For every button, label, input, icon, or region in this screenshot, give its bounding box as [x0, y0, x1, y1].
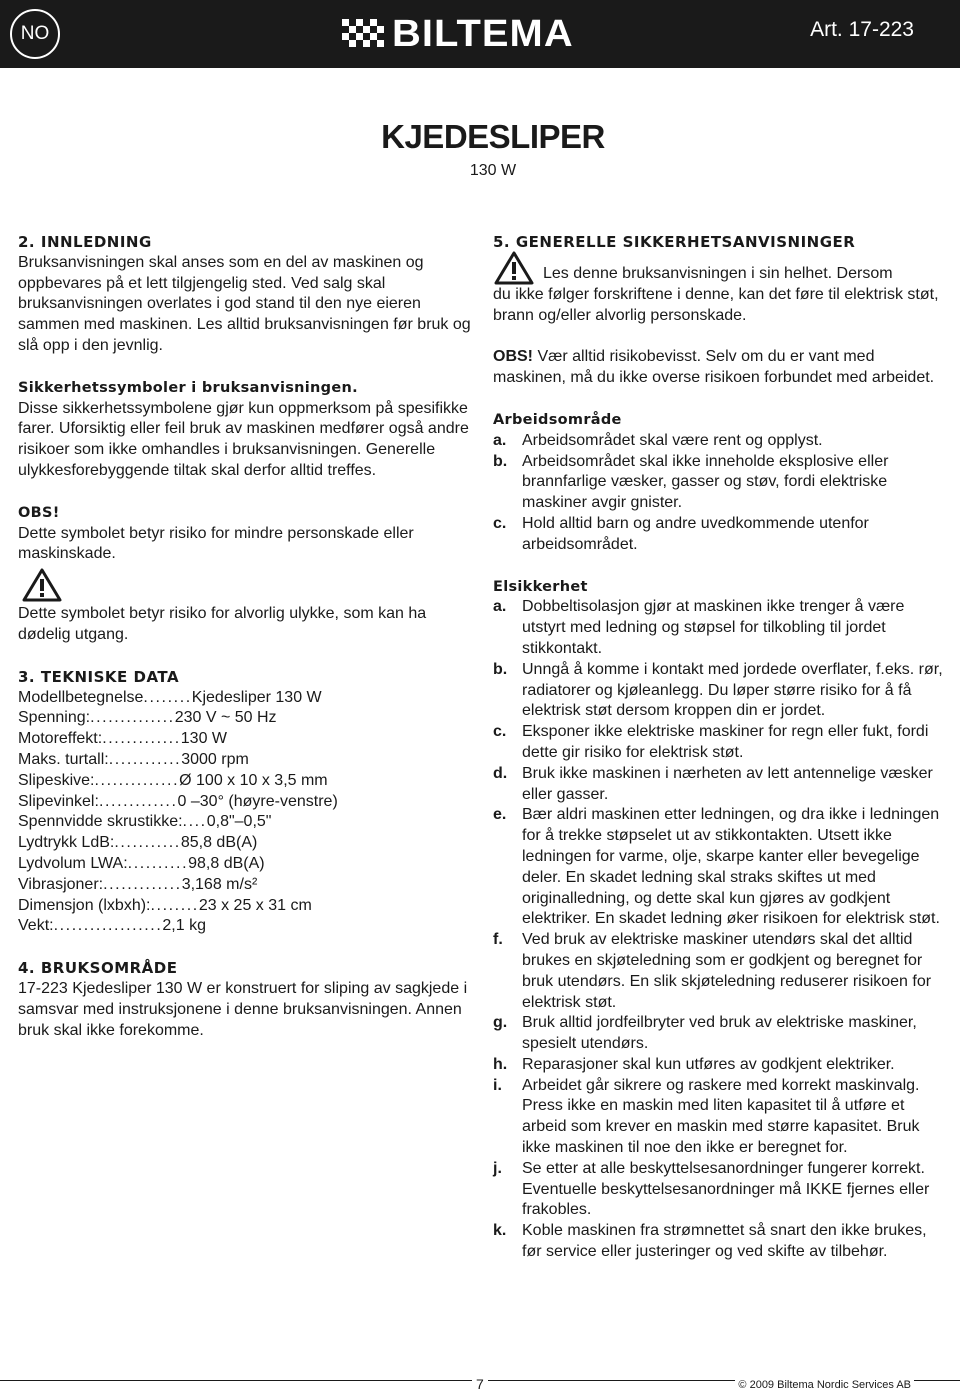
logo-text: BILTEMA	[392, 12, 574, 55]
el-heading: Elsikkerhet	[493, 578, 588, 595]
intro-text: Bruksanvisningen skal anses som en del av maskinen og oppbevares på et lett tilgjengelig sted. Ved salg skal bruksanvisningen overlates i god stand til den nye eieren sammen med maskinen. Les alltid bruksanvisningen før bruk og slå opp i den jevnlig.	[18, 253, 471, 354]
list-item	[493, 1159, 943, 1221]
list-marker: c.	[493, 514, 507, 532]
spec-value: 130 W	[180, 730, 228, 748]
spec-dots: ..........	[127, 854, 189, 872]
spec-dots: ...........	[114, 834, 181, 852]
spec-value: 85,8 dB(A)	[180, 834, 258, 852]
spec-row	[18, 812, 473, 833]
list-text: Bruk alltid jordfeilbryter ved bruk av elektriske maskiner, spesielt utendørs.	[522, 1014, 917, 1053]
spec-value: 3000 rpm	[181, 750, 249, 768]
spec-row	[18, 875, 473, 896]
spec-row	[18, 750, 473, 771]
list-marker: b.	[493, 452, 508, 470]
list-marker: f.	[493, 931, 503, 949]
spec-value: 3,168 m/s²	[181, 875, 258, 893]
warning-triangle-icon	[22, 568, 62, 602]
page-title: KJEDESLIPER	[381, 118, 605, 155]
symbols-heading: Sikkerhetssymboler i bruksanvisningen.	[18, 379, 358, 396]
list-text: Reparasjoner skal kun utføres av godkjent elektriker.	[522, 1055, 895, 1073]
spec-dots: ........	[150, 896, 199, 914]
list-item	[493, 452, 943, 514]
list-text: Arbeidsområdet skal ikke inneholde eksplosive eller brannfarlige væsker, gasser og støv, fordi elektriske maskiner avgir gnister.	[522, 452, 889, 512]
spec-row	[18, 688, 473, 709]
checkered-flag-icon	[342, 19, 386, 49]
list-item	[493, 1221, 943, 1263]
list-item	[493, 764, 943, 806]
list-marker: i.	[493, 1076, 502, 1094]
spec-dots: ........	[143, 688, 192, 706]
spec-key: Lydtrykk LdB:	[18, 834, 115, 852]
list-marker: h.	[493, 1055, 508, 1073]
list-marker: c.	[493, 723, 507, 741]
list-text: Koble maskinen fra strømnettet så snart den ikke brukes, før service eller justeringer og ved skifte av tilbehør.	[522, 1222, 927, 1261]
spec-key: Maks. turtall:	[18, 750, 109, 768]
list-item	[493, 660, 943, 722]
list-text: Ved bruk av elektriske maskiner utendørs skal det alltid brukes en skjøteledning som er godkjent og beregnet for bruk utendørs. En slik skjøteledning reduserer risikoen for elektrisk støt.	[522, 931, 932, 1011]
spec-value: 2,1 kg	[162, 917, 206, 935]
spec-row	[18, 896, 473, 917]
el-list	[493, 597, 943, 1263]
list-item	[493, 722, 943, 764]
spec-value: 0 –30° (høyre-venstre)	[177, 792, 338, 810]
spec-dots: ..............	[94, 771, 180, 789]
copyright: © 2009 Biltema Nordic Services AB	[735, 1379, 914, 1391]
page-number: 7	[472, 1376, 488, 1392]
list-marker: e.	[493, 806, 507, 824]
left-column	[18, 232, 473, 1041]
list-item	[493, 805, 943, 930]
spec-value: 230 V ~ 50 Hz	[174, 709, 277, 727]
list-item	[493, 1076, 943, 1159]
spec-row	[18, 729, 473, 750]
header-bar	[0, 0, 960, 68]
list-text: Eksponer ikke elektriske maskiner for regn eller fukt, fordi dette gir risiko for elektrisk støt.	[522, 723, 929, 761]
spec-list	[18, 688, 473, 938]
spec-key: Dimensjon (lxbxh):	[18, 896, 151, 914]
spec-key: Spennvidde skrustikke:	[18, 813, 183, 831]
obs-text: Dette symbolet betyr risiko for mindre personskade eller maskinskade.	[18, 524, 414, 563]
spec-row	[18, 792, 473, 813]
spec-key: Vekt:	[18, 917, 54, 935]
work-heading: Arbeidsområde	[493, 411, 622, 428]
spec-row	[18, 833, 473, 854]
list-marker: a.	[493, 598, 507, 616]
spec-key: Lydvolum LWA:	[18, 854, 128, 872]
list-text: Bruk ikke maskinen i nærheten av lett antennelige væsker eller gasser.	[522, 764, 933, 803]
list-text: Se etter at alle beskyttelsesanordninger fungerer korrekt. Eventuelle beskyttelsesanordninger må IKKE fjernes eller frakobles.	[522, 1159, 930, 1219]
list-item	[493, 514, 943, 556]
article-number: Art. 17-223	[810, 18, 914, 41]
list-marker: a.	[493, 431, 507, 449]
list-item	[493, 930, 943, 1013]
page-subtitle: 130 W	[469, 162, 517, 179]
list-text: Hold alltid barn og andre uvedkommende utenfor arbeidsområdet.	[522, 514, 869, 553]
use-text: 17-223 Kjedesliper 130 W er konstruert for sliping av sagkjede i samsvar med instruksjonene i denne bruksanvisningen. Annen bruk skal ikke forekomme.	[18, 979, 468, 1039]
list-marker: b.	[493, 660, 508, 678]
warning-text: Dette symbolet betyr risiko for alvorlig ulykke, som kan ha dødelig utgang.	[18, 605, 427, 643]
safety-heading: 5. GENERELLE SIKKERHETSANVISNINGER	[493, 233, 856, 251]
spec-value: Ø 100 x 10 x 3,5 mm	[179, 771, 328, 789]
spec-dots: .............	[102, 730, 181, 748]
list-text: Unngå å komme i kontakt med jordede overflater, f.eks. rør, radiatorer og kjøleanlegg. Du løper større risiko for å få elektrisk støt dersom kroppen din er jordet.	[522, 660, 943, 720]
right-obs-label: OBS!	[493, 348, 533, 366]
spec-key: Vibrasjoner:	[18, 875, 104, 893]
spec-dots: ....	[182, 813, 207, 831]
spec-dots: ..............	[90, 709, 175, 727]
obs-heading: OBS!	[18, 504, 60, 521]
spec-dots: .............	[98, 792, 178, 810]
spec-dots: ..................	[53, 917, 163, 935]
list-marker: j.	[493, 1159, 502, 1177]
spec-key: Motoreffekt:	[18, 730, 103, 748]
spec-key: Slipeskive:	[18, 771, 95, 789]
spec-value: 23 x 25 x 31 cm	[198, 896, 312, 914]
list-marker: g.	[493, 1014, 508, 1032]
tech-heading: 3. TEKNISKE DATA	[18, 667, 180, 686]
intro-heading: 2. INNLEDNING	[18, 233, 152, 251]
list-marker: k.	[493, 1222, 507, 1240]
biltema-logo	[342, 12, 574, 55]
spec-row	[18, 708, 473, 729]
safety-warning-line	[493, 253, 943, 285]
list-item	[493, 597, 943, 659]
spec-row	[18, 771, 473, 792]
list-text: Arbeidet går sikrere og raskere med korrekt maskinvalg. Press ikke en maskin med liten kapasitet til å utføre et arbeid som krever en maskin med større kapasitet. Bruk ikke maskinen til noe den ikke er beregnet for.	[522, 1076, 920, 1157]
use-heading: 4. BRUKSOMRÅDE	[18, 959, 178, 978]
right-obs	[493, 347, 943, 389]
warning-triangle-icon	[493, 251, 535, 285]
spec-dots: .............	[103, 875, 182, 893]
work-list	[493, 431, 943, 556]
spec-row	[18, 916, 473, 937]
safety-line1: Les denne bruksanvisningen i sin helhet. Dersom	[543, 265, 893, 282]
spec-key: Spenning:	[18, 709, 91, 727]
spec-key: Modellbetegnelse	[18, 688, 144, 706]
right-column	[493, 232, 943, 1263]
language-badge: NO	[10, 9, 60, 59]
spec-row	[18, 854, 473, 875]
right-obs-text: Vær alltid risikobevisst. Selv om du er vant med maskinen, må du ikke overse risikoen forbundet med arbeidet.	[493, 348, 935, 387]
list-item	[493, 1013, 943, 1055]
symbols-text: Disse sikkerhetssymbolene gjør kun oppmerksom på spesifikke farer. Uforsiktig eller feil bruk av maskinen medfører også andre risikoer som ikke omhandles i bruksanvisningen. Generelle ulykkesforebyggende tiltak skal derfor alltid treffes.	[18, 399, 469, 479]
spec-key: Slipevinkel:	[18, 792, 99, 810]
safety-text: du ikke følger forskriftene i denne, kan det føre til elektrisk støt, brann og/eller alvorlig personskade.	[493, 285, 939, 324]
list-item	[493, 431, 943, 452]
list-text: Bær aldri maskinen etter ledningen, og dra ikke i ledningen for å trekke støpselet ut av stikkontakten. Utsett ikke ledningen for varme, olje, skarpe kanter eller bevegelige deler. En skadet ledning skal straks skiftes ut med originalledning, og dette skal kun gjøres av godkjent elektriker. En skadet ledning øker risikoen for elektrisk støt.	[522, 806, 940, 928]
spec-value: Kjedesliper 130 W	[191, 688, 322, 706]
list-item	[493, 1055, 943, 1076]
spec-value: 98,8 dB(A)	[188, 854, 265, 872]
spec-dots: ............	[108, 750, 182, 768]
list-marker: d.	[493, 764, 508, 782]
list-text: Dobbeltisolasjon gjør at maskinen ikke trenger å være utstyrt med ledning og støpsel for tilkobling til jordet stikkontakt.	[522, 598, 905, 657]
list-text: Arbeidsområdet skal være rent og opplyst.	[522, 431, 823, 449]
spec-value: 0,8"–0,5"	[206, 813, 272, 831]
